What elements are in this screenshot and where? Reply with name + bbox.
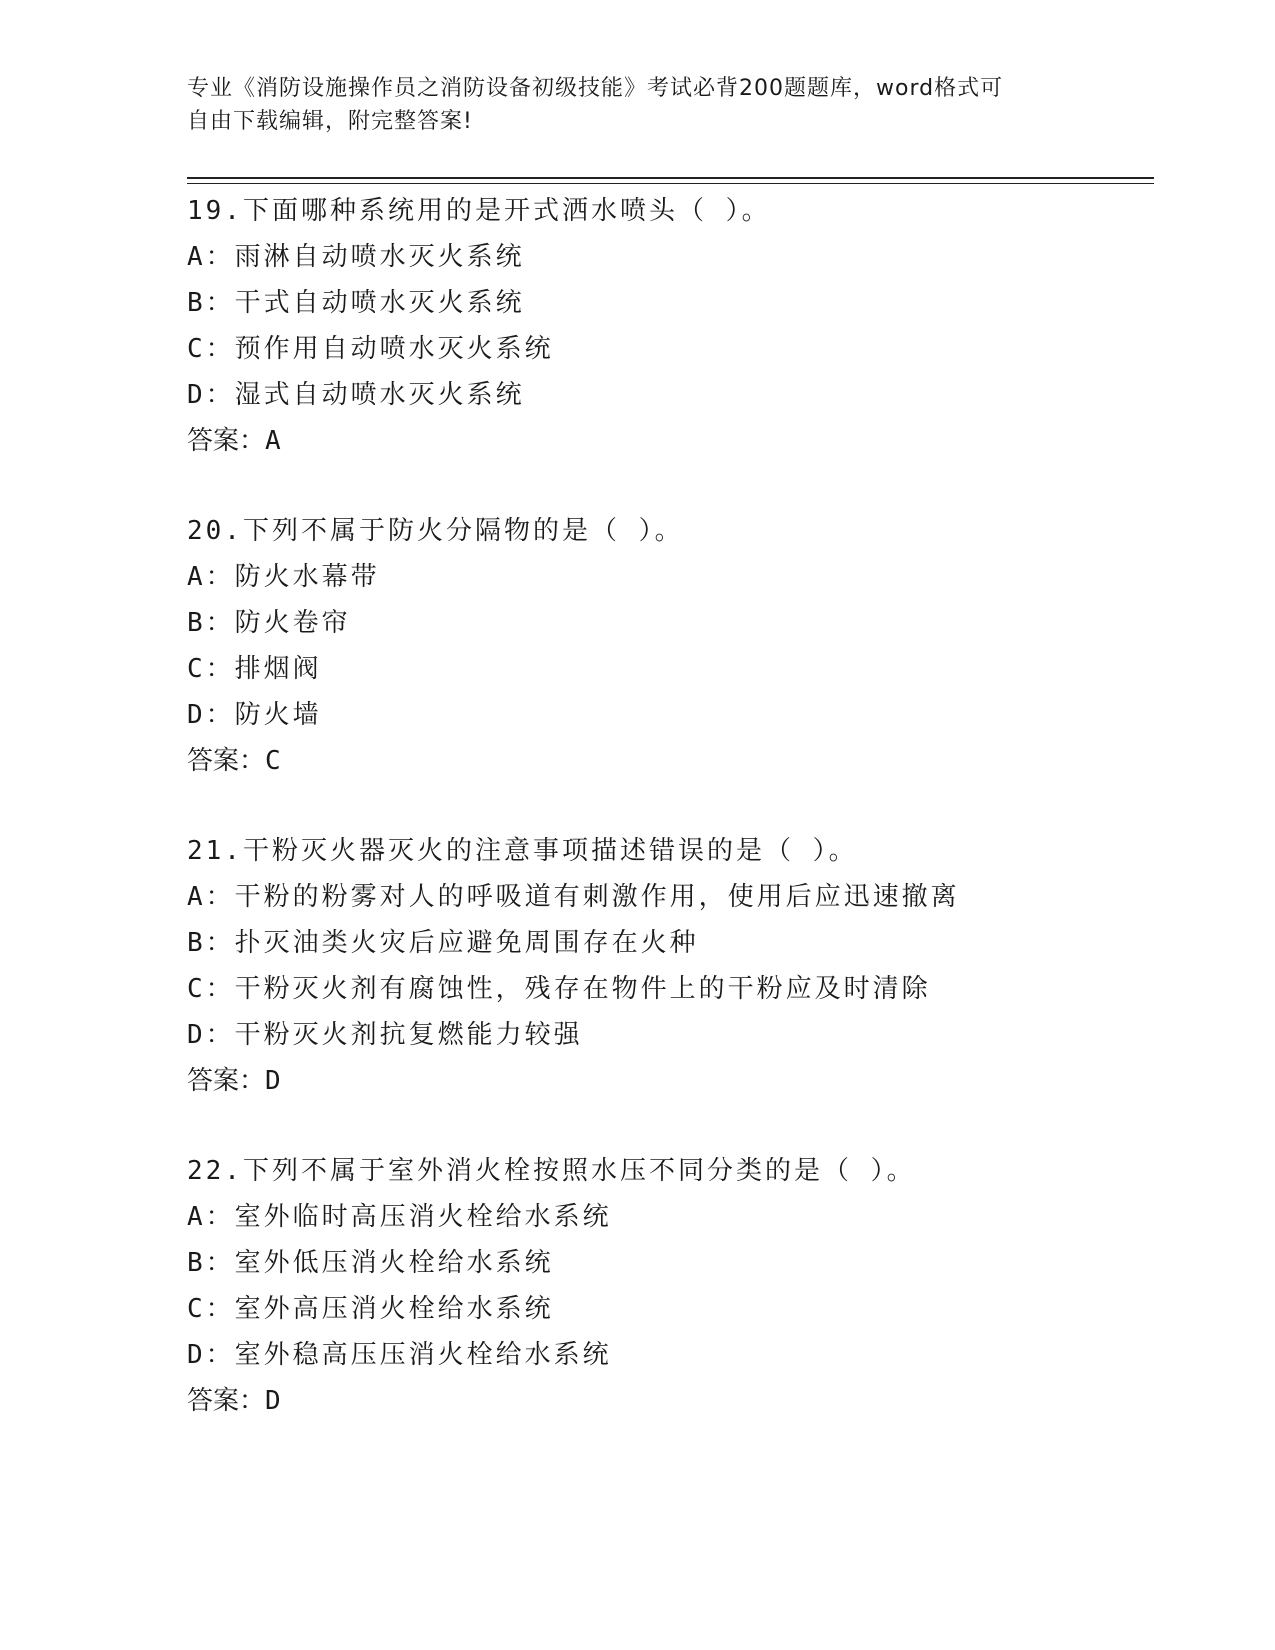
document-header	[187, 72, 1087, 138]
header-divider-thick	[187, 177, 1154, 179]
option-d: D：干粉灭火剂抗复燃能力较强	[187, 1020, 583, 1050]
answer-label: 答案：	[187, 746, 266, 776]
answer-value: D	[265, 1386, 281, 1416]
option-c: C：排烟阀	[187, 654, 322, 684]
answer-label: 答案：	[187, 1066, 266, 1096]
option-d: D：防火墙	[187, 700, 322, 730]
answer-value: C	[265, 746, 281, 776]
question-list	[187, 188, 1147, 1468]
option-a: A：室外临时高压消火栓给水系统	[187, 1202, 612, 1232]
option-b: B：干式自动喷水灭火系统	[187, 288, 525, 318]
answer-value: A	[265, 426, 281, 456]
answer-line	[187, 738, 1147, 784]
option-b: B：扑灭油类火灾后应避免周围存在火种	[187, 928, 699, 958]
answer-line	[187, 1058, 1147, 1104]
answer-line	[187, 418, 1147, 464]
option-c: C：预作用自动喷水灭火系统	[187, 334, 554, 364]
answer-label: 答案：	[187, 1386, 266, 1416]
option-a: A：防火水幕带	[187, 562, 380, 592]
question-stem: 21.干粉灭火器灭火的注意事项描述错误的是（ ）。	[187, 836, 858, 866]
question-stem: 22.下列不属于室外消火栓按照水压不同分类的是（ ）。	[187, 1156, 916, 1186]
header-line-2: 自由下载编辑，附完整答案!	[187, 109, 473, 134]
option-c: C：干粉灭火剂有腐蚀性，残存在物件上的干粉应及时清除	[187, 974, 931, 1004]
option-c: C：室外高压消火栓给水系统	[187, 1294, 554, 1324]
option-a: A：干粉的粉雾对人的呼吸道有刺激作用，使用后应迅速撤离	[187, 882, 960, 912]
header-line-1: 专业《消防设施操作员之消防设备初级技能》考试必背200题题库，word格式可	[187, 76, 1004, 101]
option-d: D：室外稳高压压消火栓给水系统	[187, 1340, 612, 1370]
question-21	[187, 828, 1147, 1104]
answer-value: D	[265, 1066, 281, 1096]
answer-label: 答案：	[187, 426, 266, 456]
question-stem: 19.下面哪种系统用的是开式洒水喷头（ ）。	[187, 196, 771, 226]
option-a: A：雨淋自动喷水灭火系统	[187, 242, 525, 272]
option-b: B：防火卷帘	[187, 608, 351, 638]
question-20	[187, 508, 1147, 784]
header-divider-thin	[187, 183, 1154, 184]
question-stem: 20.下列不属于防火分隔物的是（ ）。	[187, 516, 684, 546]
answer-line	[187, 1378, 1147, 1424]
option-d: D：湿式自动喷水灭火系统	[187, 380, 525, 410]
question-19	[187, 188, 1147, 464]
option-b: B：室外低压消火栓给水系统	[187, 1248, 554, 1278]
question-22	[187, 1148, 1147, 1424]
